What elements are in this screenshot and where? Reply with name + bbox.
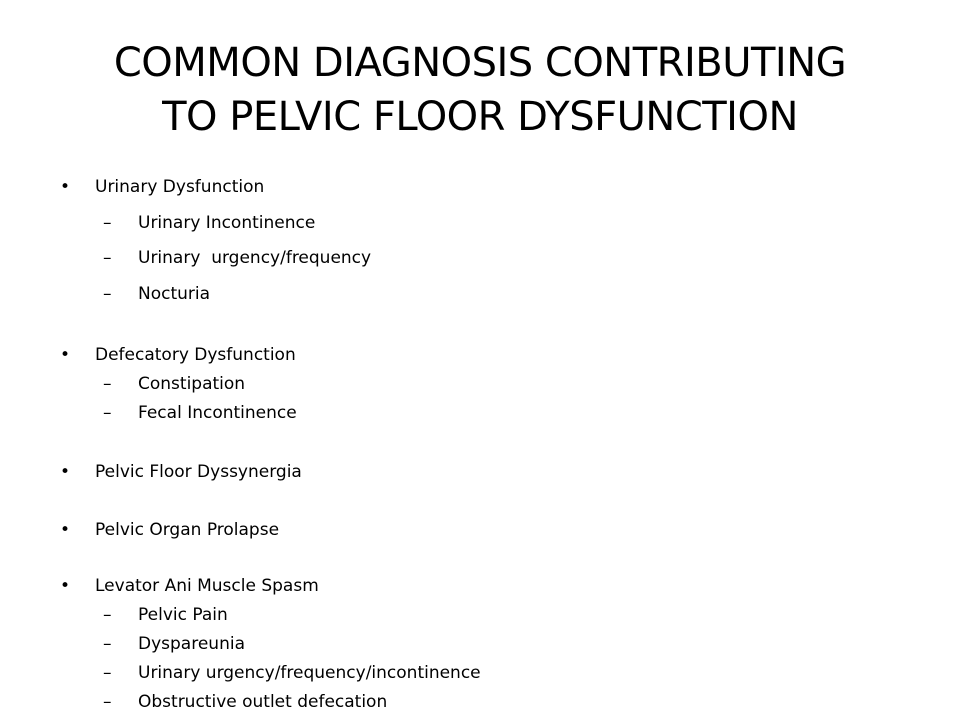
subitem-urinary-urgency-frequency-incontinence: Urinary urgency/frequency/incontinence [138, 663, 481, 683]
subitem-obstructive-outlet-defecation: Obstructive outlet defecation [138, 692, 388, 712]
dash-icon: – [103, 663, 112, 683]
dash-icon: – [103, 634, 112, 654]
bullet-icon: • [60, 576, 71, 596]
bullet-icon: • [60, 520, 71, 540]
subitem-fecal-incontinence: Fecal Incontinence [138, 403, 297, 423]
subitem-pelvic-pain: Pelvic Pain [138, 605, 228, 625]
section-label-pelvic-organ-prolapse: Pelvic Organ Prolapse [95, 520, 280, 540]
dash-icon: – [103, 374, 112, 394]
subitem-urinary-urgency-frequency: Urinary urgency/frequency [138, 248, 372, 268]
section-label-pelvic-floor-dyssynergia: Pelvic Floor Dyssynergia [95, 462, 302, 482]
bullet-icon: • [60, 177, 71, 197]
dash-icon: – [103, 692, 112, 712]
title-line-2: TO PELVIC FLOOR DYSFUNCTION [162, 94, 798, 140]
dash-icon: – [103, 284, 112, 304]
dash-icon: – [103, 403, 112, 423]
section-label-defecatory-dysfunction: Defecatory Dysfunction [95, 345, 296, 365]
dash-icon: – [103, 213, 112, 233]
section-label-levator-ani-muscle-spasm: Levator Ani Muscle Spasm [95, 576, 319, 596]
subitem-constipation: Constipation [138, 374, 246, 394]
dash-icon: – [103, 248, 112, 268]
title-line-1: COMMON DIAGNOSIS CONTRIBUTING [113, 40, 847, 86]
subitem-nocturia: Nocturia [138, 284, 211, 304]
slide-title [40, 36, 920, 144]
section-label-urinary-dysfunction: Urinary Dysfunction [95, 177, 265, 197]
subitem-dyspareunia: Dyspareunia [138, 634, 245, 654]
bullet-icon: • [60, 345, 71, 365]
subitem-urinary-incontinence: Urinary Incontinence [138, 213, 316, 233]
bullet-icon: • [60, 462, 71, 482]
dash-icon: – [103, 605, 112, 625]
